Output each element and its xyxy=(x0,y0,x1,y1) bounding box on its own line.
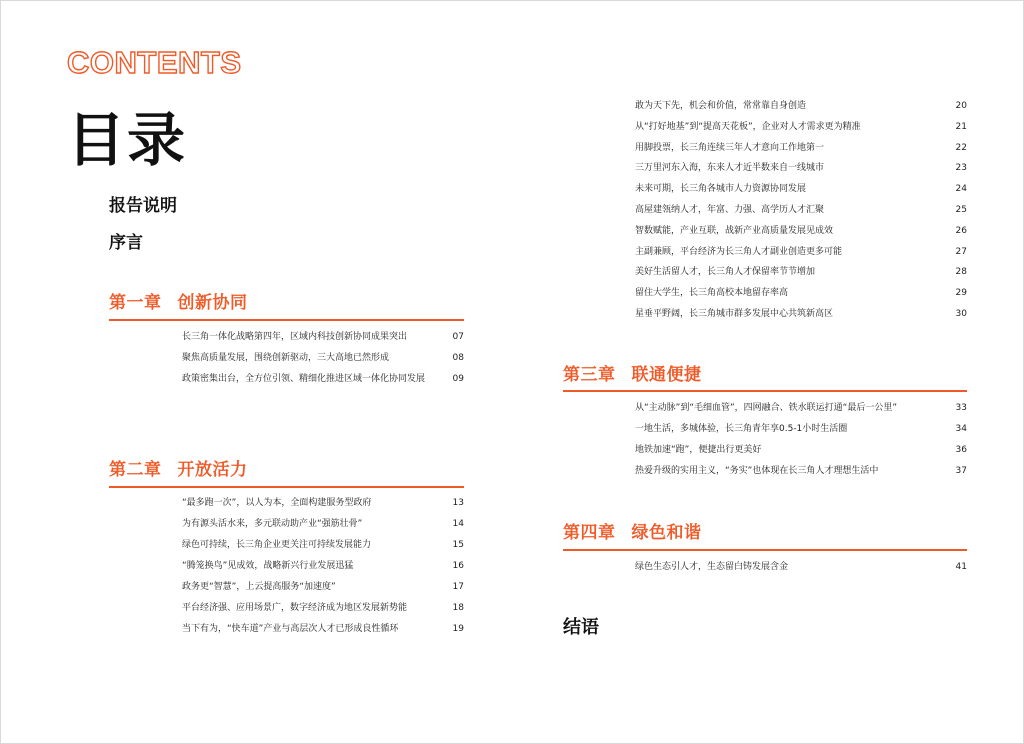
toc-entry-title: “腾笼换鸟”见成效，战略新兴行业发展迅猛 xyxy=(182,561,354,571)
toc-entry-page: 33 xyxy=(955,403,967,413)
toc-entry-page: 09 xyxy=(452,374,464,384)
toc-entry-page: 15 xyxy=(452,540,464,550)
chapter-2-heading[interactable] xyxy=(109,455,248,480)
toc-entry-page: 36 xyxy=(955,445,967,455)
toc-entry[interactable] xyxy=(182,622,464,636)
toc-entry-page: 18 xyxy=(452,603,464,613)
toc-entry-title: 平台经济强、应用场景广，数字经济成为地区发展新势能 xyxy=(182,603,408,613)
chapter-number: 第二章 xyxy=(109,460,162,480)
toc-entry-title: 地铁加速“跑”，便捷出行更美好 xyxy=(635,445,762,455)
toc-entry[interactable] xyxy=(635,443,967,457)
toc-entry-page: 14 xyxy=(452,519,464,529)
chapter-number: 第三章 xyxy=(563,365,616,385)
chapter-name: 开放活力 xyxy=(177,460,248,480)
toc-entry[interactable] xyxy=(635,99,967,113)
toc-entry[interactable] xyxy=(635,182,967,196)
toc-entry-title: 未来可期，长三角各城市人力资源协同发展 xyxy=(635,184,807,195)
toc-entry-page: 26 xyxy=(955,225,967,236)
toc-entry[interactable] xyxy=(635,286,967,300)
chapter-number: 第四章 xyxy=(563,523,616,543)
chapter-divider xyxy=(563,390,967,392)
chapter-1-heading[interactable] xyxy=(109,288,248,313)
toc-entry[interactable] xyxy=(635,464,967,478)
toc-entry[interactable] xyxy=(182,601,464,615)
toc-entry-title: 留住大学生，长三角高校本地留存率高 xyxy=(635,288,789,299)
toc-entry-title: 敢为天下先，机会和价值，常常靠自身创造 xyxy=(635,101,807,111)
toc-entry-title: 智数赋能，产业互联，战新产业高质量发展见成效 xyxy=(635,225,834,236)
chapter-divider xyxy=(563,549,967,551)
contents-heading: CONTENTS xyxy=(67,45,242,80)
toc-entry-title: 从“主动脉”到“毛细血管”，四网融合、铁水联运打通“最后一公里” xyxy=(635,403,897,413)
toc-entry[interactable] xyxy=(635,560,967,574)
conclusion-heading[interactable]: 结语 xyxy=(563,617,599,638)
page-title: 目录 xyxy=(67,106,188,174)
toc-entry-page: 30 xyxy=(955,309,967,319)
toc-entry[interactable] xyxy=(635,141,967,155)
toc-entry-page: 28 xyxy=(955,267,967,278)
toc-entry-page: 29 xyxy=(955,288,967,299)
toc-entry[interactable] xyxy=(635,401,967,415)
chapter-name: 创新协同 xyxy=(177,293,248,313)
chapter-3-heading[interactable] xyxy=(563,360,702,385)
chapter-name: 联通便捷 xyxy=(631,365,702,385)
chapter-divider xyxy=(109,319,464,321)
toc-entry-page: 25 xyxy=(955,205,967,215)
chapter-divider xyxy=(109,486,464,488)
toc-entry-page: 08 xyxy=(452,353,464,363)
chapter-4-heading[interactable] xyxy=(563,518,702,543)
toc-entry[interactable] xyxy=(635,224,967,238)
toc-entry-page: 21 xyxy=(955,121,967,132)
toc-entry-page: 34 xyxy=(955,424,967,434)
report-note-heading[interactable]: 报告说明 xyxy=(109,196,177,216)
toc-entry-page: 22 xyxy=(955,142,967,153)
toc-entry-page: 17 xyxy=(452,582,464,592)
toc-entry[interactable] xyxy=(635,265,967,279)
toc-entry-title: 主副兼顾，平台经济为长三角人才副业创造更多可能 xyxy=(635,246,843,257)
toc-entry-title: 用脚投票，长三角连续三年人才意向工作地第一 xyxy=(635,142,825,153)
toc-entry-title: 当下有为，“快车道”产业与高层次人才已形成良性循环 xyxy=(182,624,399,634)
toc-entry-title: 高屋建瓴纳人才，年富、力强、高学历人才汇聚 xyxy=(635,205,825,215)
toc-entry-title: 美好生活留人才，长三角人才保留率节节增加 xyxy=(635,267,816,278)
toc-entry-title: 一地生活，多城体验，长三角青年享0.5-1小时生活圈 xyxy=(635,424,848,434)
toc-entry-page: 16 xyxy=(452,561,464,571)
toc-entry-title: 长三角一体化战略第四年，区域内科技创新协同成果突出 xyxy=(182,332,408,342)
toc-entry-title: 政策密集出台，全方位引领、精细化推进区域一体化协同发展 xyxy=(182,374,426,384)
toc-entry[interactable] xyxy=(635,307,967,321)
toc-entry-title: 政务更“智慧”，上云提高服务“加速度” xyxy=(182,582,336,592)
toc-entry-title: 热爱升级的实用主义，“务实”也体现在长三角人才理想生活中 xyxy=(635,466,879,476)
toc-entry[interactable] xyxy=(182,517,464,531)
toc-entry-title: 星垂平野阔，长三角城市群多发展中心共筑新高区 xyxy=(635,309,834,319)
toc-entry[interactable] xyxy=(635,422,967,436)
toc-entry-title: 绿色生态引人才，生态留白铸发展含金 xyxy=(635,562,789,572)
toc-entry[interactable] xyxy=(635,203,967,217)
toc-entry-page: 37 xyxy=(955,466,967,476)
toc-entry[interactable] xyxy=(635,120,967,134)
toc-entry[interactable] xyxy=(635,161,967,175)
toc-entry[interactable] xyxy=(182,559,464,573)
toc-entry-page: 24 xyxy=(955,184,967,195)
toc-entry[interactable] xyxy=(182,496,464,510)
toc-entry-page: 13 xyxy=(452,498,464,508)
chapter-number: 第一章 xyxy=(109,293,162,313)
toc-entry-title: 从“打好地基”到“提高天花板”，企业对人才需求更为精准 xyxy=(635,121,861,132)
toc-entry-title: 三万里河东入海，东来人才近半数来自一线城市 xyxy=(635,163,825,174)
toc-entry-title: “最多跑一次”，以人为本，全面构建服务型政府 xyxy=(182,498,372,508)
preface-heading[interactable]: 序言 xyxy=(109,233,143,253)
toc-entry[interactable] xyxy=(182,330,464,344)
toc-entry-page: 19 xyxy=(452,624,464,634)
toc-entry-title: 聚焦高质量发展，围绕创新驱动，三大高地已然形成 xyxy=(182,353,390,363)
toc-entry-title: 为有源头活水来，多元联动助产业“强筋壮骨” xyxy=(182,519,363,529)
toc-entry[interactable] xyxy=(182,538,464,552)
chapter-name: 绿色和谐 xyxy=(631,523,702,543)
toc-entry[interactable] xyxy=(182,580,464,594)
toc-entry[interactable] xyxy=(182,351,464,365)
toc-entry-page: 07 xyxy=(452,332,464,342)
toc-entry-title: 绿色可持续，长三角企业更关注可持续发展能力 xyxy=(182,540,372,550)
toc-entry[interactable] xyxy=(182,372,464,386)
toc-entry[interactable] xyxy=(635,245,967,259)
toc-entry-page: 41 xyxy=(955,562,967,572)
toc-entry-page: 27 xyxy=(955,246,967,257)
toc-entry-page: 20 xyxy=(955,101,967,111)
toc-entry-page: 23 xyxy=(955,163,967,174)
